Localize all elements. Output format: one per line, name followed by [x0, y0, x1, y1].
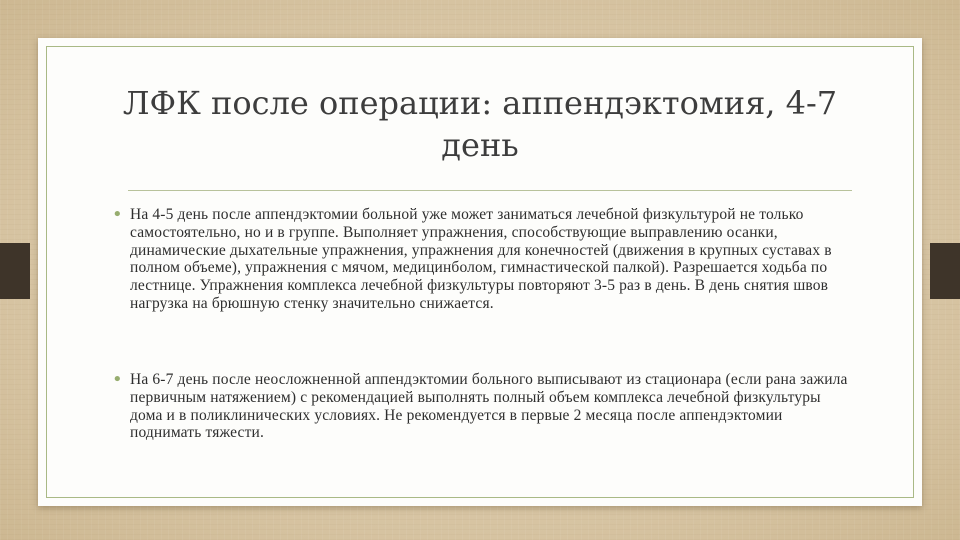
- slide-title: ЛФК после операции: аппендэктомия, 4-7 день: [122, 84, 838, 164]
- title-divider: [128, 190, 852, 191]
- bullet-text: На 6-7 день после неосложненной аппендэктомии больного выписывают из стационара (если рана зажила первичным натяжением) с рекомендацией выполнять полный объем комплекса лечебной физкультуры дома и в поликлинических условиях. Не рекомендуется в первые 2 месяца после аппендэктомии поднимать тяжести.: [130, 371, 848, 442]
- left-decorative-tab: [0, 243, 30, 299]
- bullet-marker-icon: •: [112, 204, 123, 225]
- bullet-marker-icon: •: [112, 369, 123, 390]
- right-decorative-tab: [930, 243, 960, 299]
- bullet-item: [112, 206, 852, 313]
- bullet-item: [112, 371, 852, 442]
- bullet-text: На 4-5 день после аппендэктомии больной уже может заниматься лечебной физкультурой не только самостоятельно, но и в группе. Выполняет упражнения, способствующие выправлению осанки, динамические дыхательные упражнения, упражнения для конечностей (движения в крупных суставах в полном объеме), упражнения с мячом, медицинболом, гимнастической палкой). Разрешается ходьба по лестнице. Упражнения комплекса лечебной физкультуры повторяют 3-5 раз в день. В день снятия швов нагрузка на брюшную стенку значительно снижается.: [130, 206, 832, 312]
